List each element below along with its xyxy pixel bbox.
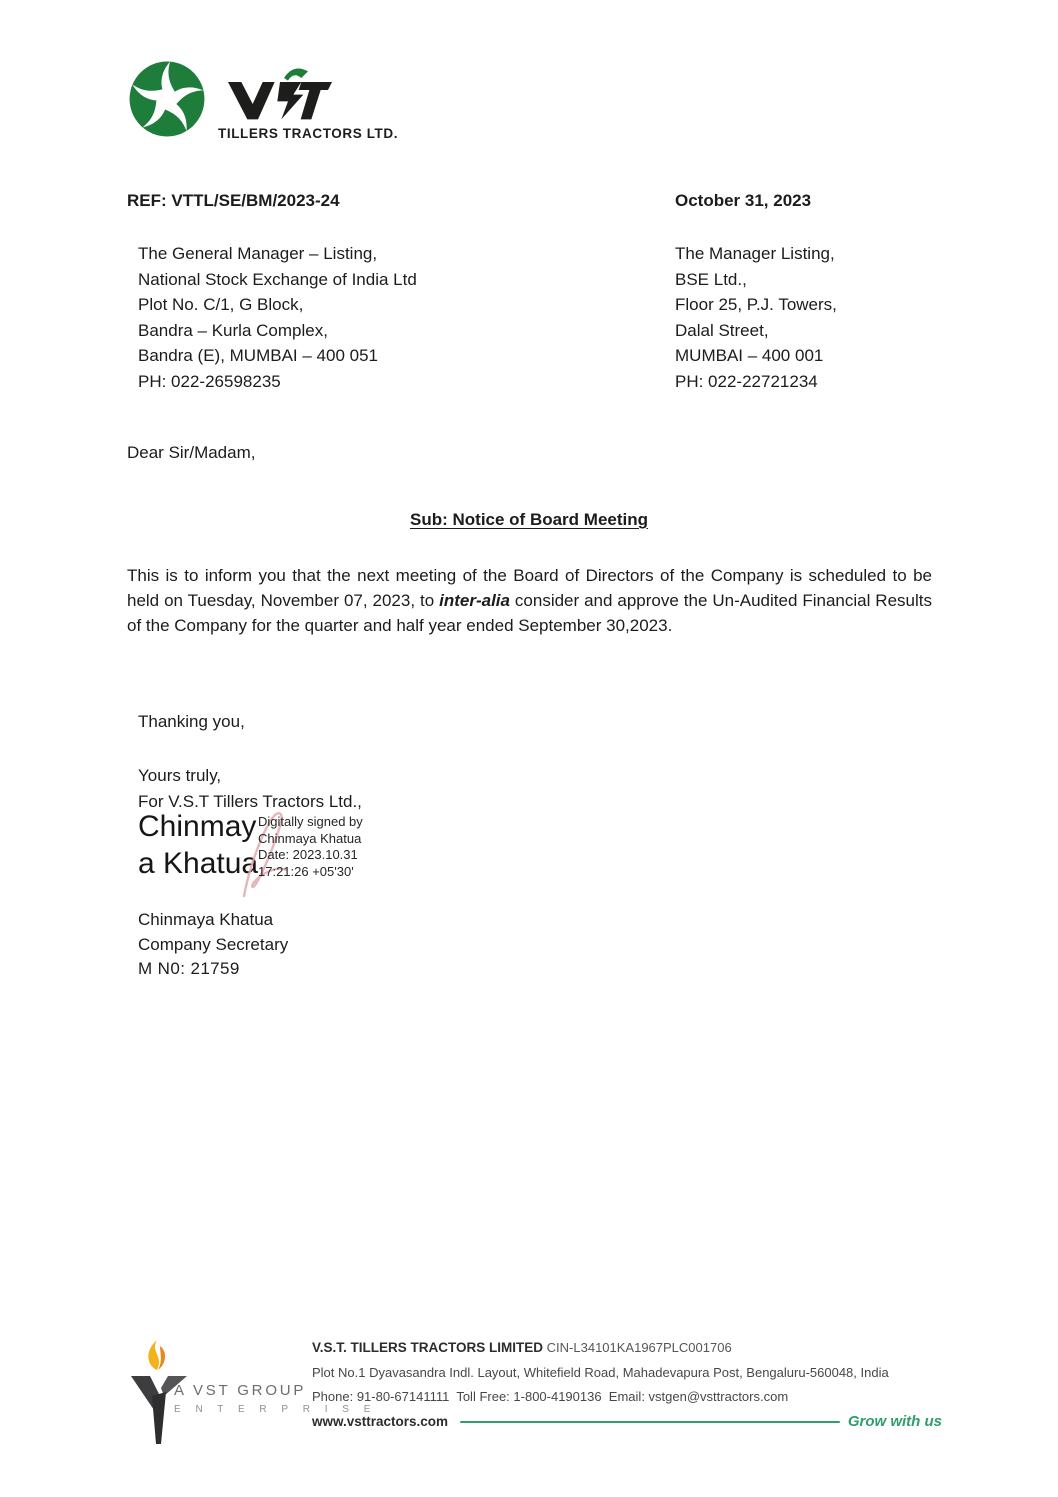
letter-date: October 31, 2023: [675, 191, 812, 210]
thanking-line: Thanking you,: [138, 712, 245, 731]
signer-membership: M N0: 21759: [138, 959, 240, 978]
addr-line: BSE Ltd.,: [675, 269, 747, 289]
signature-details: Digitally signed by Chinmaya Khatua Date: 2023.10.31 17:21:26 +05'30': [258, 814, 363, 879]
recipient-bse: [675, 241, 837, 394]
group-name: A VST GROUP: [174, 1382, 307, 1399]
footer-website-line: [312, 1413, 942, 1430]
signer-title: Company Secretary: [138, 934, 289, 954]
footer-rule: [460, 1421, 840, 1423]
addr-line: Floor 25, P.J. Towers,: [675, 295, 837, 314]
footer-text-block: [312, 1340, 942, 1430]
addr-line: National Stock Exchange of India Ltd: [138, 269, 417, 289]
group-enterprise: E N T E R P R I S E: [174, 1404, 377, 1415]
body-text-after: consider and approve the Un-Audited Financial Results of the Company for the quarter and half year ended September 30,2023.: [127, 591, 932, 635]
addr-line: The General Manager – Listing,: [138, 244, 378, 263]
digital-signature: [138, 808, 468, 898]
company-logo: [128, 60, 398, 141]
addr-line: PH: 022-22721234: [675, 371, 818, 391]
letterhead-footer: [0, 1330, 1058, 1460]
for-company-line: For V.S.T Tillers Tractors Ltd.,: [138, 792, 362, 811]
footer-company-name: V.S.T. TILLERS TRACTORS LIMITED: [312, 1340, 544, 1355]
footer-cin: CIN-L34101KA1967PLC001706: [546, 1340, 732, 1355]
addr-line: Dalal Street,: [675, 320, 769, 340]
footer-website: www.vsttractors.com: [312, 1414, 449, 1429]
body-emphasis: inter-alia: [439, 591, 510, 610]
vst-fan-icon: [128, 60, 206, 138]
signer-name: Chinmaya Khatua: [138, 910, 274, 929]
leaf-accent: [284, 69, 308, 81]
addr-line: MUMBAI – 400 001: [675, 346, 824, 365]
vst-wordmark-icon: [218, 66, 342, 122]
body-text-before: This is to inform you that the next meeting of the Board of Directors of the Company is scheduled to be held on Tuesday, November 07, 2023, to: [127, 566, 932, 610]
body-paragraph: [127, 563, 932, 638]
footer-contact: Phone: 91-80-67141111 Toll Free: 1-800-4190136 Email: vstgen@vsttractors.com: [312, 1389, 789, 1404]
signer-block: [138, 908, 288, 982]
brand-subtitle: TILLERS TRACTORS LTD.: [218, 126, 399, 141]
yours-truly-line: Yours truly,: [138, 766, 222, 785]
signature-display-name: Chinmay a Khatua: [138, 810, 259, 880]
addr-line: Bandra – Kurla Complex,: [138, 320, 328, 340]
subject-line: Sub: Notice of Board Meeting: [410, 510, 648, 529]
footer-tagline: Grow with us: [847, 1413, 942, 1430]
salutation: Dear Sir/Madam,: [127, 443, 256, 462]
reference-number: REF: VTTL/SE/BM/2023-24: [127, 191, 340, 210]
recipient-nse: [138, 241, 417, 394]
addr-line: Bandra (E), MUMBAI – 400 051: [138, 346, 379, 365]
footer-address: Plot No.1 Dyavasandra Indl. Layout, Whitefield Road, Mahadevapura Post, Bengaluru-560048, India: [312, 1365, 889, 1380]
addr-line: Plot No. C/1, G Block,: [138, 295, 304, 314]
footer-company-line: [312, 1340, 942, 1355]
addr-line: The Manager Listing,: [675, 244, 835, 263]
addr-line: PH: 022-26598235: [138, 371, 281, 391]
